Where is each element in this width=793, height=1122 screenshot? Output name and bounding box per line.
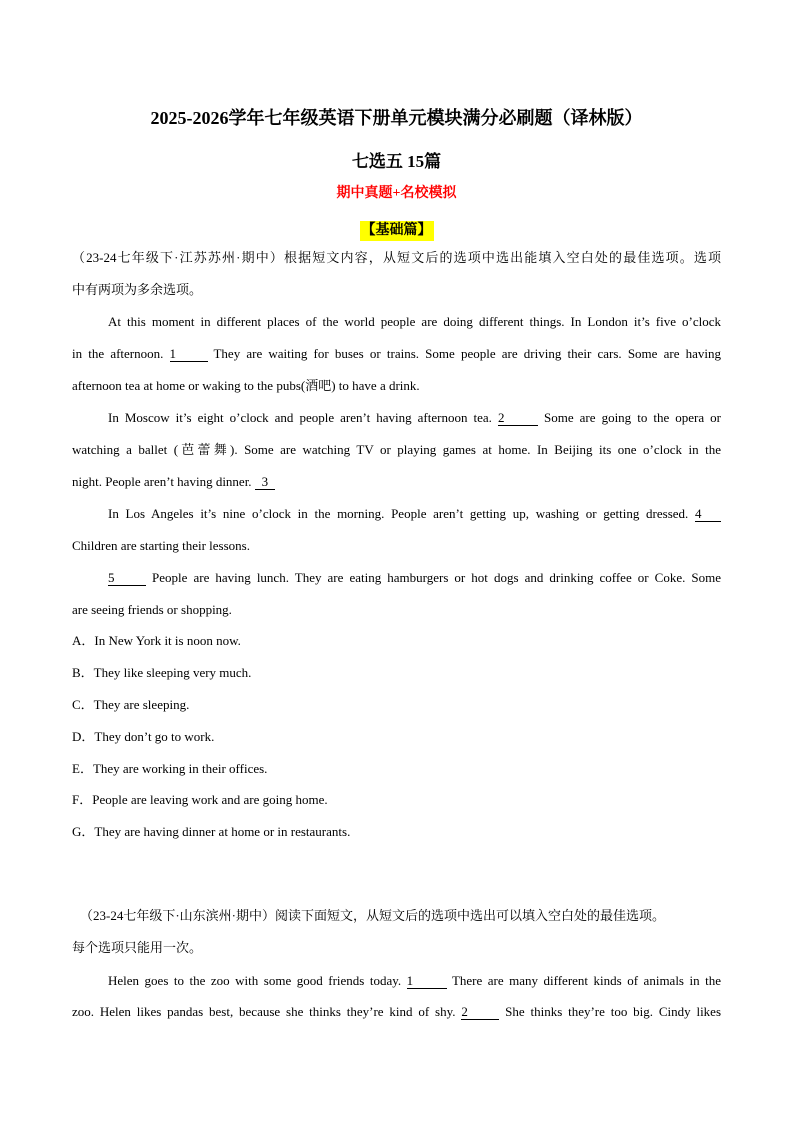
option-e: E．They are working in their offices. [72,761,268,776]
text-segment: Some are going to the opera or [544,410,722,425]
text-segment: night. People aren’t having dinner. [72,474,252,489]
q1-instruction-line2: 中有两项为多余选项。 [72,282,203,297]
option-d: D．They don’t go to work. [72,729,215,744]
text-segment: In Moscow it’s eight o’clock and people aren’t having afternoon tea. [108,410,492,425]
text-segment: There are many different kinds of animals in the [451,973,722,988]
q2-paragraph1-line2 [72,1003,721,1021]
q2-paragraph1-line1 [108,972,721,990]
text-segment: They are waiting for buses or trains. Some people are driving their cars. Some are having [213,346,722,361]
q2-instruction-line2: 每个选项只能用一次。 [72,940,203,955]
q1-paragraph3-line1 [108,505,721,523]
text-segment: In Los Angeles it’s nine o’clock in the morning. People aren’t getting up, washing or getting dressed. [108,506,689,521]
option-f: F．People are leaving work and are going home. [72,792,328,807]
section-badge-wrap [0,221,793,241]
q1-paragraph3-line2: Children are starting their lessons. [72,538,250,553]
option-a: A．In New York it is noon now. [72,633,241,648]
q1-paragraph2-line2: watching a ballet (芭蕾舞). Some are watching TV or playing games at home. In Beijing its one o’clock in the [72,442,721,457]
option-c: C．They are sleeping. [72,697,190,712]
page-subtitle: 七选五 15篇 [351,152,442,171]
blank-4: 4 [695,506,721,522]
blank-1: 1 [170,346,208,362]
tagline: 期中真题+名校模拟 [336,186,457,201]
section-badge: 【基础篇】 [360,221,434,241]
text-segment: zoo. Helen likes pandas best, because she thinks they’re kind of shy. [72,1004,456,1019]
text-segment: in the afternoon. [72,346,164,361]
q1-paragraph2-line3 [72,473,275,491]
blank-5: 5 [108,570,146,586]
blank-2: 2 [498,410,538,426]
q1-instruction-line1: （23-24七年级下·江苏苏州·期中）根据短文内容，从短文后的选项中选出能填入空白处的最佳选项。选项 [72,250,721,265]
blank-3: 3 [255,474,275,490]
q1-paragraph1-line3: afternoon tea at home or waking to the pubs(酒吧) to have a drink. [72,378,420,393]
text-segment: People are having lunch. They are eating hamburgers or hot dogs and drinking coffee or Coke. Some [152,570,721,585]
option-b: B．They like sleeping very much. [72,665,252,680]
q1-paragraph1-line2 [72,345,721,363]
q1-paragraph4-line2: are seeing friends or shopping. [72,602,232,617]
option-g: G．They are having dinner at home or in restaurants. [72,824,351,839]
q1-paragraph1-line1: At this moment in different places of the world people are doing different things. In London it’s five o’clock [108,314,721,329]
q2-instruction-line1: （23-24七年级下·山东滨州·期中）阅读下面短文，从短文后的选项中选出可以填入空白处的最佳选项。 [80,908,665,923]
text-segment: Helen goes to the zoo with some good friends today. [108,973,402,988]
page-title: 2025-2026学年七年级英语下册单元模块满分必刷题（译林版） [150,108,643,128]
text-segment: She thinks they’re too big. Cindy likes [505,1004,722,1019]
q2-blank-1: 1 [407,973,447,989]
q1-paragraph4-line1 [108,569,721,587]
q2-blank-2: 2 [461,1004,499,1020]
q1-paragraph2-line1 [108,409,721,427]
